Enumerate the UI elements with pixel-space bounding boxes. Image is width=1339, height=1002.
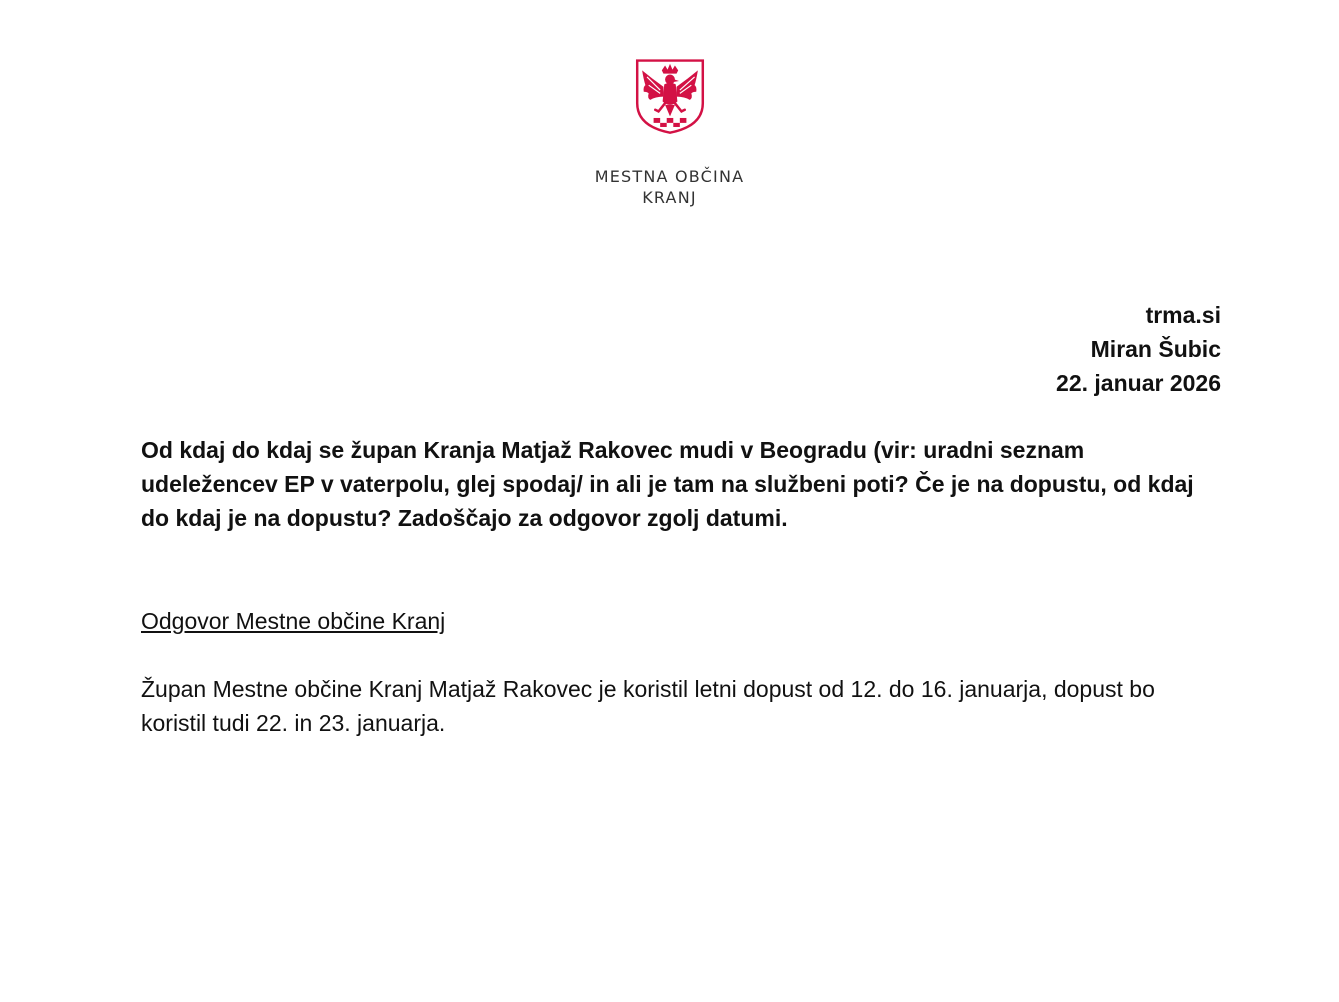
letter-date: 22. januar 2026 bbox=[1056, 370, 1221, 396]
question-text: Od kdaj do kdaj se župan Kranja Matjaž Rakovec mudi v Beogradu (vir: uradni seznam udeležencev EP v vaterpolu, glej spodaj/ in ali je tam na službeni poti? Če je na dopustu, od kdaj do kdaj je na dopustu? Zadoščajo za odgovor zgolj datumi. bbox=[141, 437, 1194, 531]
answer-heading: Odgovor Mestne občine Kranj bbox=[141, 608, 446, 634]
recipient-outlet: trma.si bbox=[1145, 302, 1221, 328]
kranj-coat-of-arms-icon bbox=[629, 54, 711, 136]
answer-body: Župan Mestne občine Kranj Matjaž Rakovec je koristil letni dopust od 12. do 16. januarja, dopust bo koristil tudi 22. in 23. januarja. bbox=[141, 676, 1155, 736]
organization-name-line1: MESTNA OBČINA bbox=[594, 167, 745, 186]
recipient-block bbox=[1056, 298, 1221, 400]
organization-name-line2: KRANJ bbox=[642, 188, 697, 207]
recipient-name: Miran Šubic bbox=[1090, 336, 1221, 362]
letterhead bbox=[0, 54, 1339, 208]
organization-name bbox=[595, 166, 745, 208]
